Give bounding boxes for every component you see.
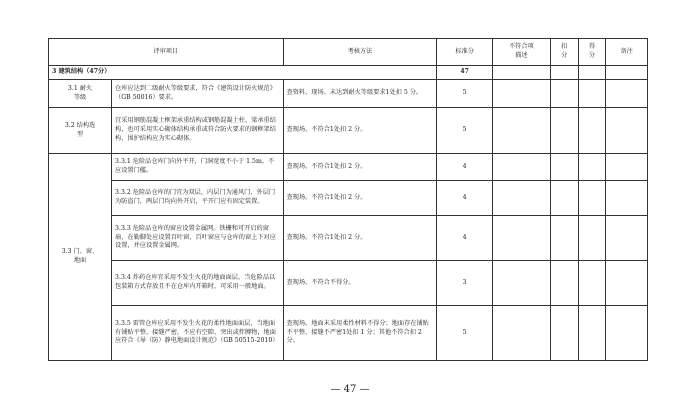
row-requirement: 仓库应达到二级耐火等级要求，符合《建筑设计防火规范》（GB 50016）要求。 (112, 80, 284, 108)
row-score: 5 (437, 80, 492, 108)
row-item: 3.2 结构选 型 (49, 108, 112, 154)
table-row (49, 154, 648, 181)
evaluation-table (48, 38, 648, 361)
header-score: 得 分 (578, 39, 606, 66)
row-score: 4 (437, 181, 492, 216)
section-title: 3 建筑结构（47分） (49, 66, 437, 80)
row-method: 查现场。不符合1处扣 2 分。 (283, 216, 437, 261)
header-method: 考核方法 (283, 39, 437, 66)
header-item: 评审项目 (49, 39, 284, 66)
header-nonconform: 不符合项 描述 (492, 39, 550, 66)
header-deduct: 扣 分 (550, 39, 578, 66)
table-row (49, 216, 648, 261)
row-item: 3.3 门、窗、 地面 (49, 154, 112, 361)
row-method: 查现场。不符合1处扣 2 分。 (283, 181, 437, 216)
row-score: 5 (437, 306, 492, 361)
row-method: 查现场。地面未采用柔性材料不得分；地面存在铺贴不平整、接缝不严密1处扣 1 分；其他不符合扣 2 分。 (283, 306, 437, 361)
row-score: 5 (437, 108, 492, 154)
row-method: 查现场。不符合1处扣 2 分。 (283, 154, 437, 181)
header-remark: 备注 (606, 39, 648, 66)
row-score: 4 (437, 216, 492, 261)
row-score: 3 (437, 261, 492, 306)
table-row (49, 108, 648, 154)
table-row (49, 80, 648, 108)
row-requirement: 3.3.1 危险品仓库门向外平开，门洞宽度不小于 1.5m。不应设置门槛。 (112, 154, 284, 181)
section-score: 47 (437, 66, 492, 80)
table-row (49, 181, 648, 216)
header-row (49, 39, 648, 66)
section-row (49, 66, 648, 80)
row-score: 4 (437, 154, 492, 181)
table-row (49, 261, 648, 306)
row-item: 3.1 耐火 等级 (49, 80, 112, 108)
row-requirement: 3.3.3 危险品仓库的窗应设置金属网。铁栅和可开启的窗扇，在勒脚处应设置百叶窗，百叶窗应与仓库的窗上下对应设置，并应设置金属网。 (112, 216, 284, 261)
row-requirement: 宜采用钢筋混凝土框架承重结构或钢筋混凝土柱、梁承重结构，也可采用实心砌体结构承重或符合防火要求的钢框架结构，围护结构应为实心砌体。 (112, 108, 284, 154)
row-method: 查资料，现场。未达到耐火等级要求1处扣 5 分。 (283, 80, 437, 108)
row-requirement: 3.3.2 危险品仓库的门宜为双层，内层门为通风门，外层门为防盗门，两层门均向外开启，平开门应有固定装置。 (112, 181, 284, 216)
row-method: 查现场。不符合不得分。 (283, 261, 437, 306)
header-standard: 标准分 (437, 39, 492, 66)
row-requirement: 3.3.5 雷管仓库应采用不发生火花的柔性地面面层，当地面有铺贴平整、接缝严密，不应有空隙、突出或拌膊物，地面应符合《导（防）静电地面设计规范》（GB 50515-2010） (112, 306, 284, 361)
row-method: 查现场。不符合1处扣 2 分。 (283, 108, 437, 154)
row-requirement: 3.3.4 炸药仓库宜采用不发生火花的地面面层，当危险品以包装箱方式存放且不在仓库内开箱时，可采用一般地面。 (112, 261, 284, 306)
table-row (49, 306, 648, 361)
page-number: — 47 — (330, 384, 370, 395)
